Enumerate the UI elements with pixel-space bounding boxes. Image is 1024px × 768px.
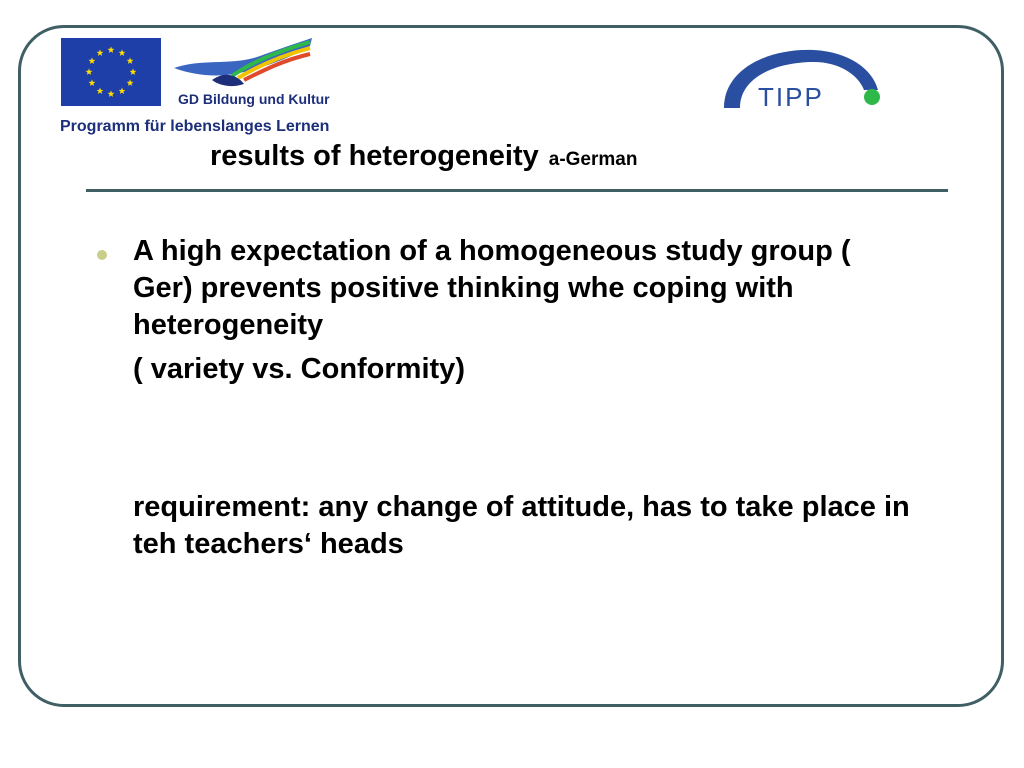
tipp-logo-text: TIPP <box>758 82 824 112</box>
bullet-paragraph-2: ( variety vs. Conformity) <box>133 353 465 385</box>
tipp-logo <box>718 46 886 116</box>
title-sub: a-German <box>548 149 638 170</box>
lifelong-learning-swoosh-logo <box>172 36 314 92</box>
eu-logo-caption-line2: Programm für lebenslanges Lernen <box>60 118 330 135</box>
title-divider <box>86 189 948 192</box>
requirement-paragraph: requirement: any change of attitude, has to take place in teh teachers‘ heads <box>133 491 910 560</box>
eu-logo-caption-line1: GD Bildung und Kultur <box>178 91 330 107</box>
eu-flag-logo <box>61 38 161 106</box>
slide-title <box>210 140 637 173</box>
bullet-dot <box>97 250 107 260</box>
title-main: results of heterogeneity <box>210 140 539 172</box>
bullet-paragraph-1: A high expectation of a homogeneous study group ( Ger) prevents positive thinking whe coping with heterogeneity <box>133 235 851 341</box>
